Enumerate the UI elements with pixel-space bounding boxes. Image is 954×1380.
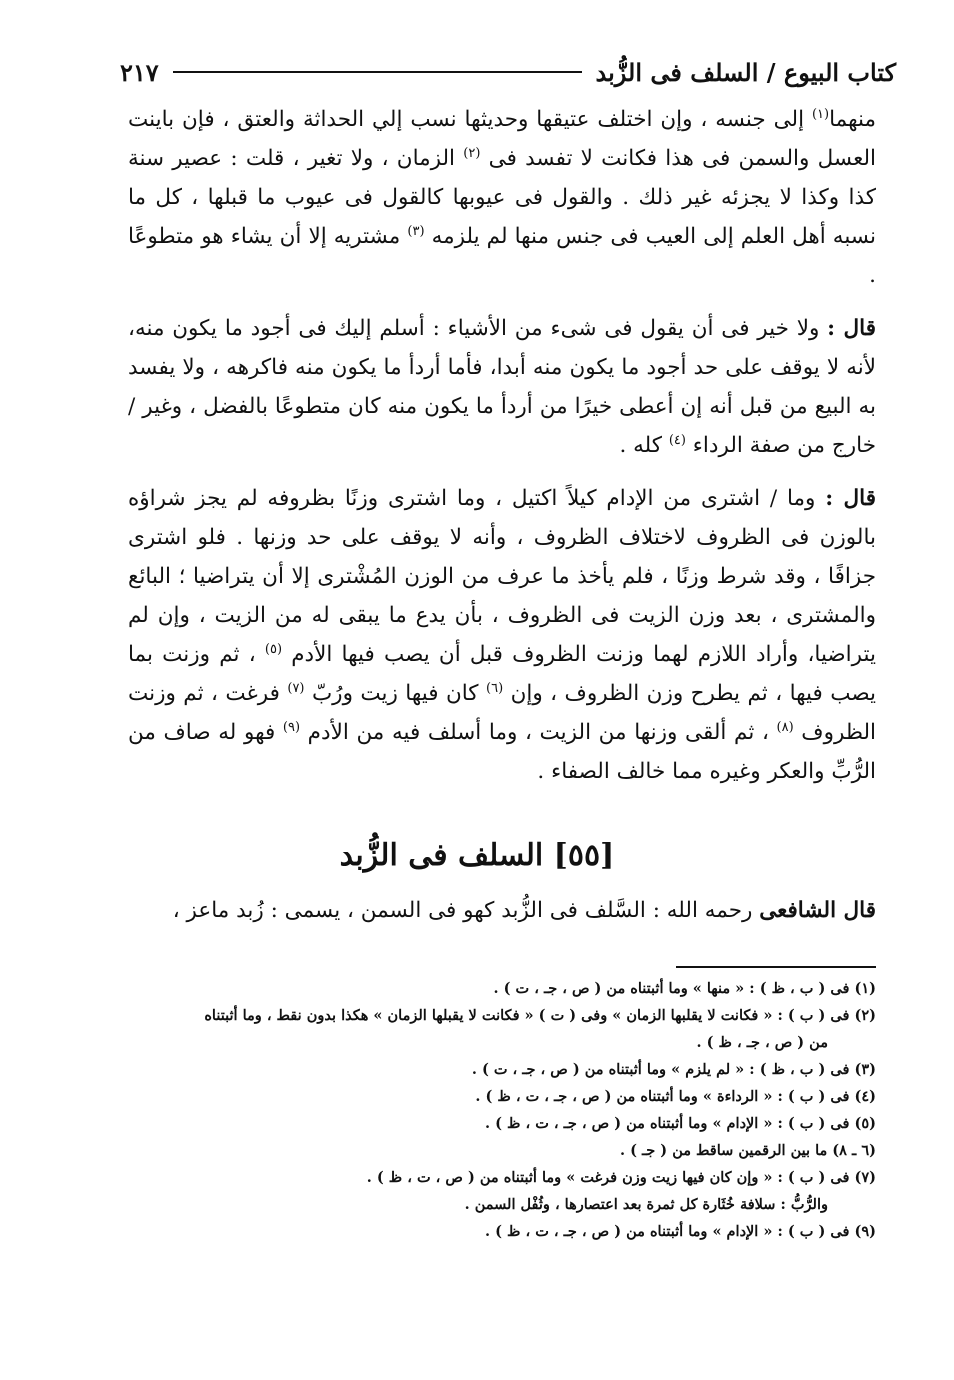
- paragraph-text: فهو له صاف من الرُّبِّ والعكر وغيره مما خالف الصفاء .: [128, 720, 876, 784]
- footnote-2-continued: من ( ص ، جـ ، ظ ) .: [696, 1034, 828, 1051]
- footnote-ref: (٩): [282, 719, 301, 735]
- section-opening: [128, 892, 876, 930]
- paragraph-text: وما / اشترى من الإدام كيلاً اكتيل ، وما اشترى وزنًا بظروفه لم يجز شراؤه بالوزن فى الظروف لاختلاف الظروف ، وأنه لا يوقف على حد وزنها . فلو اشترى جزافًا ، وقد شرط وزنًا ، فلم يأخذ ما عرف من الوزن المُشْترى إلا أن يتراضيا ؛ البائع والمشترى ، بعد وزن الزيت فى الظروف ، بأن يدع ما يبقى له من الزيت ، وإن لم يتراضيا، وأراد اللازم لهما وزنت الظروف قبل أن يصب فيها الأدم: [128, 486, 876, 667]
- page-header: [120, 52, 896, 92]
- paragraph-text: مشتريه إلا أن يشاء هو متطوعًا .: [128, 224, 876, 288]
- footnote-3: (٣) فى ( ب ، ظ ) : « لم يلزم » وما أثبتناه من ( ص ، جـ ، ت ) .: [471, 1061, 876, 1078]
- footnote-ref: (٢): [463, 145, 481, 161]
- paragraph-text: كله .: [619, 433, 669, 458]
- footnote-5: (٥) فى ( ب ) : « الإدام » وما أثبتناه من ( ص ، جـ ، ت ، ظ ) .: [485, 1115, 876, 1132]
- footnote-ref: (٤): [668, 432, 686, 448]
- footnote-2: (٢) فى ( ب ) : « فكانت لا يقلبها الزمان » وفى ( ت ) « فكانت لا يقبلها الزمان » هكذا بدون نقط ، وما أثبتناه: [204, 1007, 876, 1024]
- footnote-1: (١) فى ( ب ، ظ ) : « منها » وما أثبتناه من ( ص ، جـ ، ت ) .: [493, 980, 876, 997]
- main-text: [128, 100, 876, 805]
- footnote-ref: (٥): [264, 641, 283, 657]
- footnote-7-gloss: والرُّبُّ : سلافة خُثَارة كل ثمرة بعد اعتصارها ، وثُفْل السمن .: [464, 1196, 828, 1213]
- page-number: ٢١٧: [120, 57, 159, 87]
- paragraph-3: [128, 479, 876, 791]
- header-rule: [173, 71, 582, 73]
- paragraph-text: الزمان ، ولا تغير ، قلت : عصير سنة كذا وكذا لا يجزئه غير ذلك . والقول فى عيوبها كالقول فى عيوب ما قبلها ، كل ما نسبه أهل العلم إلى العيب فى جنس منها لم يلزمه: [128, 146, 876, 249]
- footnote-ref: (٧): [287, 680, 305, 696]
- paragraph-text: إلى جنسه ، وإن اختلف عتيقها وحديثها نسب إلي الحداثة والعتق ، فإن باينت العسل والسمن فى هذا فكانت لا تفسد فى: [128, 107, 876, 171]
- paragraph-lead: قال الشافعى: [759, 898, 876, 923]
- paragraph-text: ، ثم ألقى وزنها من الزيت ، وما أسلف فيه من الأدم: [300, 720, 777, 745]
- paragraph-1: [128, 100, 876, 295]
- paragraph-text: رحمه الله : السَّلف فى الزُّبد كهو فى السمن ، يسمى : زُبد ماعز ،: [172, 898, 760, 923]
- footnote-rule: [676, 966, 876, 968]
- paragraph-text: كان فيها زيت ورُبّ: [304, 681, 486, 706]
- footnote-ref: (٦): [486, 680, 504, 696]
- paragraph-2: [128, 309, 876, 465]
- paragraph-text: منهما: [829, 107, 876, 132]
- footnote-6-8: (٦ ـ ٨) ما بين الرقمين ساقط من ( جـ ) .: [620, 1142, 876, 1159]
- footnotes: [128, 975, 876, 1245]
- footnote-ref: (٨): [776, 719, 794, 735]
- footnote-ref: (١): [811, 106, 830, 122]
- footnote-7: (٧) فى ( ب ) : « وإن كان فيها زيت وزن فرغت » وما أثبتناه من ( ص ، ت ، ظ ) .: [366, 1169, 876, 1186]
- paragraph-text: فرغت ، ثم وزنت الظروف: [128, 681, 876, 745]
- section-heading: [٥٥] السلف فى الزُّبد: [339, 838, 615, 873]
- footnote-9: (٩) فى ( ب ) : « الإدام » وما أثبتناه من ( ص ، جـ ، ت ، ظ ) .: [485, 1223, 876, 1240]
- footnote-4: (٤) فى ( ب ) : « الرداءة » وما أثبتناه من ( ص ، جـ ، ت ، ظ ) .: [475, 1088, 876, 1105]
- running-title: كتاب البيوع / السلف فى الزُّبد: [595, 57, 896, 87]
- paragraph-lead: قال :: [827, 316, 877, 341]
- paragraph-text: ، ثم وزنت بما يصب فيها ، ثم يطرح وزن الظروف ، وإن: [128, 642, 876, 706]
- footnote-ref: (٣): [407, 223, 425, 239]
- paragraph-text: ولا خير فى أن يقول فى شىء من الأشياء : أسلم إليك فى أجود ما يكون منه، لأنه لا يوقف على حد أجود ما يكون منه أبدا، فأما أردأ ما يكون منه فاكرهه ، ولا يفسد به البيع من قبل أنه إن أعطى خيرًا من أردأ ما يكون منه كان متطوعًا بالفضل ، وغير / خارج من صفة الرداء: [128, 316, 876, 458]
- paragraph-lead: قال :: [825, 486, 877, 511]
